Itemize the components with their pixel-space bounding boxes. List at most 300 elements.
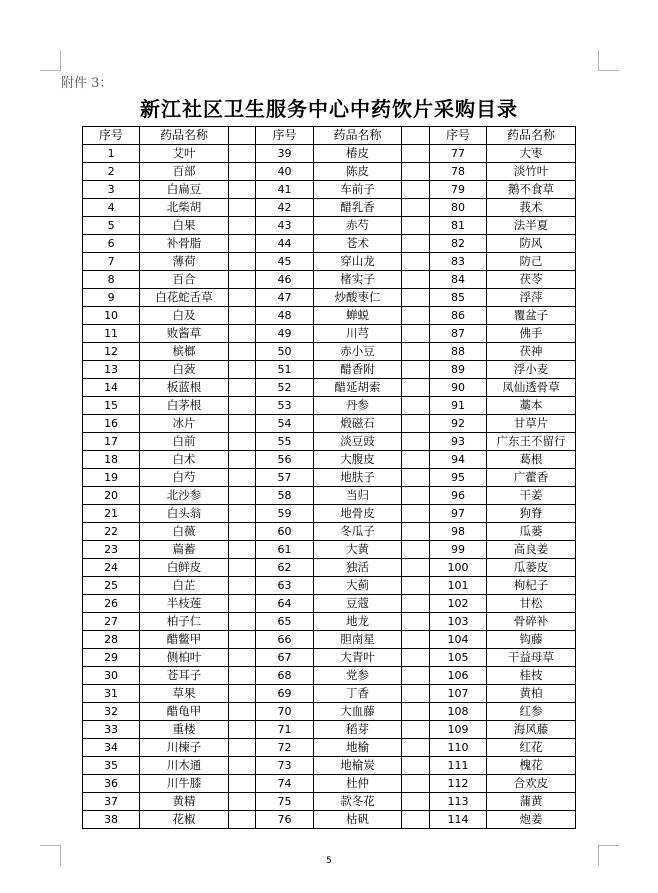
- item-number: 39: [256, 145, 313, 163]
- column-gap: [228, 271, 256, 289]
- drug-name: 穿山龙: [313, 253, 402, 271]
- drug-name: 葛根: [487, 451, 576, 469]
- column-gap: [402, 811, 430, 829]
- drug-name: 枯矾: [313, 811, 402, 829]
- drug-name: 丹参: [313, 397, 402, 415]
- item-number: 6: [83, 235, 140, 253]
- item-number: 74: [256, 775, 313, 793]
- table-row: [83, 397, 576, 415]
- column-gap: [228, 343, 256, 361]
- table-row: [83, 613, 576, 631]
- column-gap: [402, 307, 430, 325]
- item-number: 10: [83, 307, 140, 325]
- item-number: 65: [256, 613, 313, 631]
- column-gap: [228, 685, 256, 703]
- column-gap: [228, 307, 256, 325]
- item-number: 48: [256, 307, 313, 325]
- drug-name: 覆盆子: [487, 307, 576, 325]
- item-number: 102: [429, 595, 486, 613]
- column-gap: [402, 757, 430, 775]
- column-gap: [402, 127, 430, 145]
- column-gap: [402, 325, 430, 343]
- item-number: 77: [429, 145, 486, 163]
- drug-name: 淡豆豉: [313, 433, 402, 451]
- drug-name: 地骨皮: [313, 505, 402, 523]
- column-gap: [402, 523, 430, 541]
- table-row: [83, 199, 576, 217]
- item-number: 45: [256, 253, 313, 271]
- table-row: [83, 271, 576, 289]
- drug-name: 重楼: [140, 721, 229, 739]
- drug-name: 醋乳香: [313, 199, 402, 217]
- column-gap: [228, 433, 256, 451]
- item-number: 20: [83, 487, 140, 505]
- drug-name: 地龙: [313, 613, 402, 631]
- item-number: 73: [256, 757, 313, 775]
- column-gap: [402, 217, 430, 235]
- column-gap: [228, 793, 256, 811]
- drug-name: 大血藤: [313, 703, 402, 721]
- item-number: 18: [83, 451, 140, 469]
- item-number: 15: [83, 397, 140, 415]
- column-gap: [402, 631, 430, 649]
- column-gap: [228, 541, 256, 559]
- crop-mark-top-left: [40, 50, 61, 71]
- item-number: 5: [83, 217, 140, 235]
- procurement-catalog-table: [82, 126, 576, 829]
- drug-name: 蝉蜕: [313, 307, 402, 325]
- item-number: 26: [83, 595, 140, 613]
- item-number: 76: [256, 811, 313, 829]
- column-gap: [402, 145, 430, 163]
- item-number: 84: [429, 271, 486, 289]
- column-gap: [228, 325, 256, 343]
- column-gap: [228, 631, 256, 649]
- item-number: 11: [83, 325, 140, 343]
- drug-name: 杜仲: [313, 775, 402, 793]
- drug-name: 佛手: [487, 325, 576, 343]
- item-number: 113: [429, 793, 486, 811]
- drug-name: 大腹皮: [313, 451, 402, 469]
- column-gap: [228, 289, 256, 307]
- column-gap: [228, 145, 256, 163]
- item-number: 64: [256, 595, 313, 613]
- item-number: 60: [256, 523, 313, 541]
- item-number: 110: [429, 739, 486, 757]
- page-number: 5: [326, 856, 332, 866]
- item-number: 19: [83, 469, 140, 487]
- item-number: 98: [429, 523, 486, 541]
- drug-name: 高良姜: [487, 541, 576, 559]
- column-gap: [402, 793, 430, 811]
- column-gap: [228, 415, 256, 433]
- table-row: [83, 523, 576, 541]
- drug-name: 北沙参: [140, 487, 229, 505]
- drug-name: 海风藤: [487, 721, 576, 739]
- item-number: 105: [429, 649, 486, 667]
- column-gap: [402, 541, 430, 559]
- drug-name: 白扁豆: [140, 181, 229, 199]
- drug-name: 甘草片: [487, 415, 576, 433]
- column-gap: [228, 469, 256, 487]
- item-number: 41: [256, 181, 313, 199]
- column-gap: [402, 451, 430, 469]
- drug-name: 板蓝根: [140, 379, 229, 397]
- item-number: 75: [256, 793, 313, 811]
- item-number: 107: [429, 685, 486, 703]
- header-drug-name: 药品名称: [313, 127, 402, 145]
- drug-name: 钩藤: [487, 631, 576, 649]
- item-number: 17: [83, 433, 140, 451]
- column-gap: [228, 595, 256, 613]
- column-gap: [402, 739, 430, 757]
- drug-name: 防风: [487, 235, 576, 253]
- item-number: 67: [256, 649, 313, 667]
- column-gap: [402, 685, 430, 703]
- item-number: 93: [429, 433, 486, 451]
- item-number: 85: [429, 289, 486, 307]
- item-number: 87: [429, 325, 486, 343]
- column-gap: [402, 163, 430, 181]
- table-row: [83, 793, 576, 811]
- column-gap: [402, 415, 430, 433]
- item-number: 54: [256, 415, 313, 433]
- item-number: 99: [429, 541, 486, 559]
- drug-name: 凤仙透骨草: [487, 379, 576, 397]
- item-number: 43: [256, 217, 313, 235]
- drug-name: 浮小麦: [487, 361, 576, 379]
- drug-name: 胆南星: [313, 631, 402, 649]
- item-number: 21: [83, 505, 140, 523]
- item-number: 80: [429, 199, 486, 217]
- drug-name: 半枝莲: [140, 595, 229, 613]
- drug-name: 党参: [313, 667, 402, 685]
- item-number: 55: [256, 433, 313, 451]
- drug-name: 防己: [487, 253, 576, 271]
- column-gap: [402, 469, 430, 487]
- drug-name: 苍耳子: [140, 667, 229, 685]
- column-gap: [402, 667, 430, 685]
- item-number: 72: [256, 739, 313, 757]
- drug-name: 丁香: [313, 685, 402, 703]
- header-number: 序号: [429, 127, 486, 145]
- drug-name: 川牛膝: [140, 775, 229, 793]
- drug-name: 白鲜皮: [140, 559, 229, 577]
- column-gap: [228, 577, 256, 595]
- column-gap: [228, 721, 256, 739]
- item-number: 83: [429, 253, 486, 271]
- column-gap: [228, 397, 256, 415]
- table-row: [83, 577, 576, 595]
- drug-name: 干益母草: [487, 649, 576, 667]
- item-number: 108: [429, 703, 486, 721]
- drug-name: 桂枝: [487, 667, 576, 685]
- attachment-label: 附件 3：: [61, 76, 113, 91]
- item-number: 69: [256, 685, 313, 703]
- drug-name: 草果: [140, 685, 229, 703]
- drug-name: 白芍: [140, 469, 229, 487]
- item-number: 34: [83, 739, 140, 757]
- item-number: 32: [83, 703, 140, 721]
- column-gap: [228, 127, 256, 145]
- column-gap: [228, 739, 256, 757]
- item-number: 100: [429, 559, 486, 577]
- item-number: 1: [83, 145, 140, 163]
- column-gap: [402, 397, 430, 415]
- item-number: 86: [429, 307, 486, 325]
- item-number: 2: [83, 163, 140, 181]
- item-number: 79: [429, 181, 486, 199]
- drug-name: 豆蔻: [313, 595, 402, 613]
- table-row: [83, 667, 576, 685]
- item-number: 47: [256, 289, 313, 307]
- table-row: [83, 685, 576, 703]
- table-row: [83, 775, 576, 793]
- column-gap: [228, 703, 256, 721]
- table-row: [83, 379, 576, 397]
- drug-name: 稻芽: [313, 721, 402, 739]
- drug-name: 地榆: [313, 739, 402, 757]
- item-number: 44: [256, 235, 313, 253]
- drug-name: 合欢皮: [487, 775, 576, 793]
- drug-name: 百部: [140, 163, 229, 181]
- table-row: [83, 307, 576, 325]
- item-number: 114: [429, 811, 486, 829]
- item-number: 88: [429, 343, 486, 361]
- item-number: 104: [429, 631, 486, 649]
- header-drug-name: 药品名称: [140, 127, 229, 145]
- drug-name: 薄荷: [140, 253, 229, 271]
- drug-name: 川芎: [313, 325, 402, 343]
- drug-name: 百合: [140, 271, 229, 289]
- table-row: [83, 343, 576, 361]
- column-gap: [402, 289, 430, 307]
- drug-name: 红花: [487, 739, 576, 757]
- item-number: 95: [429, 469, 486, 487]
- column-gap: [228, 163, 256, 181]
- drug-name: 莪术: [487, 199, 576, 217]
- drug-name: 款冬花: [313, 793, 402, 811]
- item-number: 23: [83, 541, 140, 559]
- column-gap: [402, 595, 430, 613]
- column-gap: [402, 361, 430, 379]
- drug-name: 白果: [140, 217, 229, 235]
- item-number: 78: [429, 163, 486, 181]
- column-gap: [228, 253, 256, 271]
- table-row: [83, 739, 576, 757]
- drug-name: 甘松: [487, 595, 576, 613]
- column-gap: [402, 181, 430, 199]
- drug-name: 淡竹叶: [487, 163, 576, 181]
- item-number: 28: [83, 631, 140, 649]
- drug-name: 炮姜: [487, 811, 576, 829]
- item-number: 59: [256, 505, 313, 523]
- table-row: [83, 505, 576, 523]
- item-number: 40: [256, 163, 313, 181]
- drug-name: 赤芍: [313, 217, 402, 235]
- drug-name: 地肤子: [313, 469, 402, 487]
- column-gap: [228, 181, 256, 199]
- drug-name: 苍术: [313, 235, 402, 253]
- table-row: [83, 451, 576, 469]
- item-number: 16: [83, 415, 140, 433]
- item-number: 92: [429, 415, 486, 433]
- table-row: [83, 703, 576, 721]
- document-title: 新江社区卫生服务中心中药饮片采购目录: [140, 97, 518, 121]
- column-gap: [402, 433, 430, 451]
- column-gap: [402, 703, 430, 721]
- table-body: [83, 145, 576, 829]
- drug-name: 赤小豆: [313, 343, 402, 361]
- drug-name: 白蔹: [140, 361, 229, 379]
- column-gap: [228, 811, 256, 829]
- table-row: [83, 325, 576, 343]
- item-number: 13: [83, 361, 140, 379]
- column-gap: [402, 613, 430, 631]
- column-gap: [402, 487, 430, 505]
- column-gap: [228, 235, 256, 253]
- drug-name: 槐花: [487, 757, 576, 775]
- item-number: 112: [429, 775, 486, 793]
- column-gap: [228, 487, 256, 505]
- item-number: 56: [256, 451, 313, 469]
- column-gap: [228, 757, 256, 775]
- drug-name: 花椒: [140, 811, 229, 829]
- drug-name: 川楝子: [140, 739, 229, 757]
- item-number: 57: [256, 469, 313, 487]
- drug-name: 大青叶: [313, 649, 402, 667]
- drug-name: 椿皮: [313, 145, 402, 163]
- table-row: [83, 487, 576, 505]
- item-number: 109: [429, 721, 486, 739]
- table-row: [83, 235, 576, 253]
- item-number: 35: [83, 757, 140, 775]
- drug-name: 冬瓜子: [313, 523, 402, 541]
- drug-name: 醋香附: [313, 361, 402, 379]
- column-gap: [402, 253, 430, 271]
- item-number: 36: [83, 775, 140, 793]
- item-number: 27: [83, 613, 140, 631]
- drug-name: 黄柏: [487, 685, 576, 703]
- item-number: 97: [429, 505, 486, 523]
- item-number: 46: [256, 271, 313, 289]
- column-gap: [228, 523, 256, 541]
- drug-name: 鹅不食草: [487, 181, 576, 199]
- drug-name: 侧柏叶: [140, 649, 229, 667]
- drug-name: 枸杞子: [487, 577, 576, 595]
- item-number: 66: [256, 631, 313, 649]
- column-gap: [402, 721, 430, 739]
- drug-name: 醋鳖甲: [140, 631, 229, 649]
- item-number: 29: [83, 649, 140, 667]
- item-number: 101: [429, 577, 486, 595]
- column-gap: [228, 217, 256, 235]
- item-number: 9: [83, 289, 140, 307]
- column-gap: [402, 649, 430, 667]
- item-number: 89: [429, 361, 486, 379]
- column-gap: [402, 505, 430, 523]
- drug-name: 川木通: [140, 757, 229, 775]
- drug-name: 车前子: [313, 181, 402, 199]
- column-gap: [402, 775, 430, 793]
- column-gap: [228, 361, 256, 379]
- table-row: [83, 631, 576, 649]
- table-row: [83, 415, 576, 433]
- item-number: 68: [256, 667, 313, 685]
- item-number: 58: [256, 487, 313, 505]
- item-number: 82: [429, 235, 486, 253]
- table-row: [83, 145, 576, 163]
- table-row: [83, 469, 576, 487]
- drug-name: 藁本: [487, 397, 576, 415]
- drug-name: 白头翁: [140, 505, 229, 523]
- drug-name: 白芷: [140, 577, 229, 595]
- drug-name: 法半夏: [487, 217, 576, 235]
- item-number: 49: [256, 325, 313, 343]
- item-number: 111: [429, 757, 486, 775]
- drug-name: 炒酸枣仁: [313, 289, 402, 307]
- item-number: 24: [83, 559, 140, 577]
- item-number: 22: [83, 523, 140, 541]
- table-row: [83, 181, 576, 199]
- header-number: 序号: [83, 127, 140, 145]
- table-row: [83, 361, 576, 379]
- drug-name: 瓜蒌皮: [487, 559, 576, 577]
- item-number: 70: [256, 703, 313, 721]
- item-number: 91: [429, 397, 486, 415]
- drug-name: 大黄: [313, 541, 402, 559]
- column-gap: [402, 199, 430, 217]
- item-number: 51: [256, 361, 313, 379]
- table-row: [83, 217, 576, 235]
- item-number: 52: [256, 379, 313, 397]
- drug-name: 败酱草: [140, 325, 229, 343]
- drug-name: 广藿香: [487, 469, 576, 487]
- drug-name: 黄精: [140, 793, 229, 811]
- drug-name: 干姜: [487, 487, 576, 505]
- item-number: 50: [256, 343, 313, 361]
- item-number: 4: [83, 199, 140, 217]
- item-number: 96: [429, 487, 486, 505]
- table-row: [83, 253, 576, 271]
- drug-name: 大枣: [487, 145, 576, 163]
- item-number: 8: [83, 271, 140, 289]
- table-row: [83, 757, 576, 775]
- item-number: 81: [429, 217, 486, 235]
- drug-name: 煅磁石: [313, 415, 402, 433]
- table-row: [83, 595, 576, 613]
- column-gap: [228, 451, 256, 469]
- item-number: 33: [83, 721, 140, 739]
- item-number: 94: [429, 451, 486, 469]
- table-row: [83, 811, 576, 829]
- drug-name: 槟榔: [140, 343, 229, 361]
- column-gap: [228, 613, 256, 631]
- table-row: [83, 649, 576, 667]
- column-gap: [228, 559, 256, 577]
- drug-name: 白前: [140, 433, 229, 451]
- drug-name: 醋龟甲: [140, 703, 229, 721]
- drug-name: 狗脊: [487, 505, 576, 523]
- drug-name: 白茅根: [140, 397, 229, 415]
- drug-name: 当归: [313, 487, 402, 505]
- item-number: 30: [83, 667, 140, 685]
- table-row: [83, 721, 576, 739]
- drug-name: 独活: [313, 559, 402, 577]
- drug-name: 白及: [140, 307, 229, 325]
- column-gap: [402, 379, 430, 397]
- item-number: 31: [83, 685, 140, 703]
